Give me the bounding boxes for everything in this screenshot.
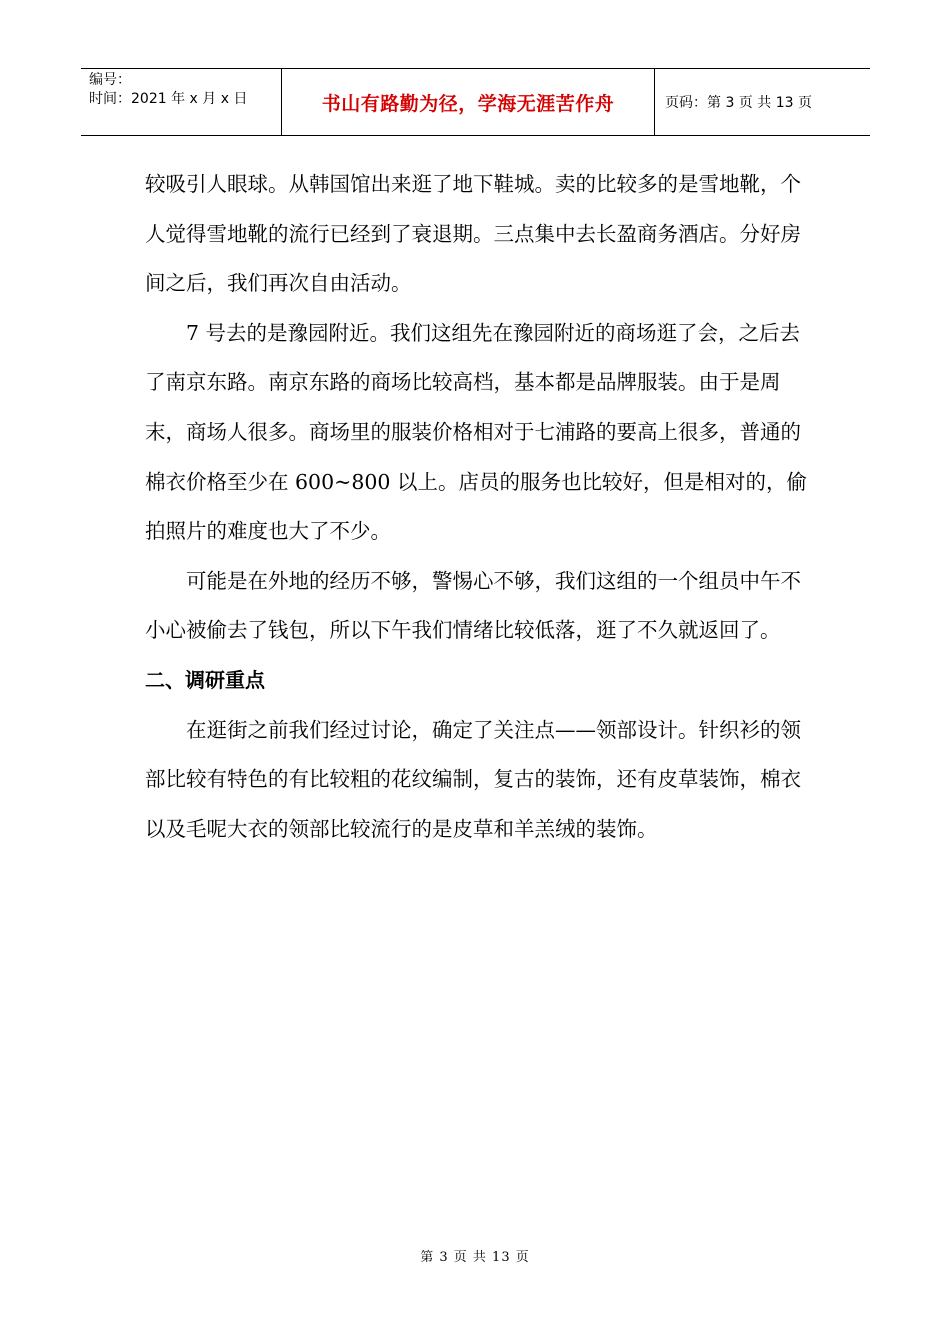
header-meta-cell <box>81 69 282 135</box>
document-body <box>145 160 810 854</box>
body-paragraph: 在逛街之前我们经过讨论，确定了关注点——领部设计。针织衫的领部比较有特色的有比较粗的花纹编制，复古的装饰，还有皮草装饰，棉衣以及毛呢大衣的领部比较流行的是皮草和羊羔绒的装饰。 <box>145 717 801 841</box>
page-header <box>81 68 870 136</box>
body-paragraph: 7 号去的是豫园附近。我们这组先在豫园附近的商场逛了会，之后去了南京东路。南京东路的商场比较高档，基本都是品牌服装。由于是周末，商场人很多。商场里的服装价格相对于七浦路的要高上很多，普通的棉衣价格至少在 600~800 以上。店员的服务也比较好，但是相对的，偷拍照片的难度也大了不少。 <box>145 320 807 544</box>
section-heading: 二、调研重点 <box>145 667 265 692</box>
page-footer: 第 3 页 共 13 页 <box>420 1250 530 1265</box>
header-page-info: 页码：第 3 页 共 13 页 <box>665 95 812 111</box>
body-paragraph: 可能是在外地的经历不够，警惕心不够，我们这组的一个组员中午不小心被偷去了钱包，所以下午我们情绪比较低落，逛了不久就返回了。 <box>145 568 801 643</box>
document-date: 时间：2021 年 x 月 x 日 <box>89 91 248 107</box>
document-number-label: 编号： <box>89 72 131 88</box>
body-paragraph: 较吸引人眼球。从韩国馆出来逛了地下鞋城。卖的比较多的是雪地靴，个人觉得雪地靴的流行已经到了衰退期。三点集中去长盈商务酒店。分好房间之后，我们再次自由活动。 <box>145 172 801 296</box>
header-motto: 书山有路勤为径，学海无涯苦作舟 <box>282 69 655 135</box>
